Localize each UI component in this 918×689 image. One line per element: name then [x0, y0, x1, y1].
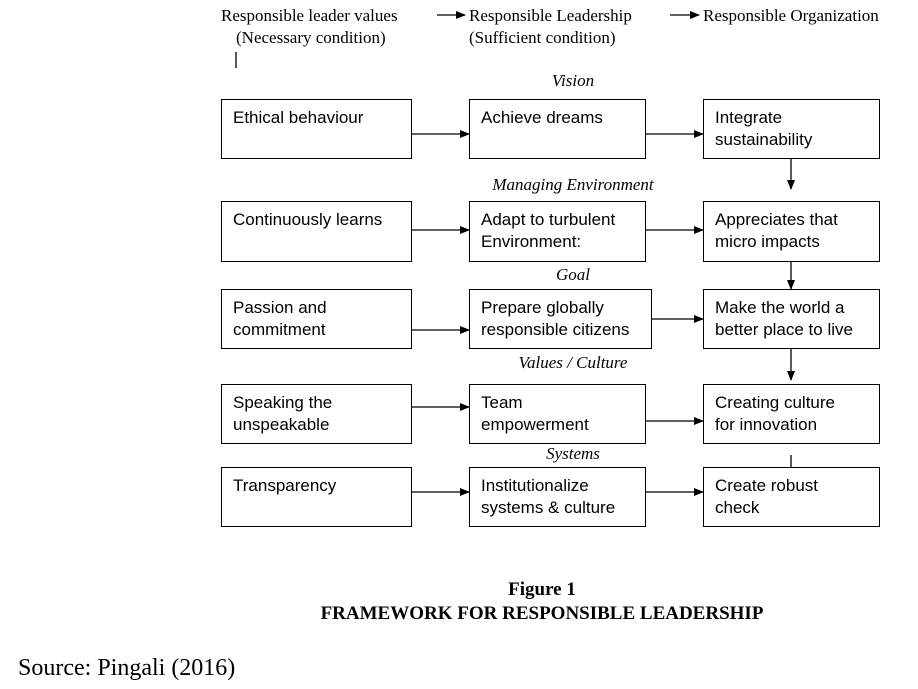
box-values-continuously-learns [221, 201, 412, 262]
section-label-goal: Goal [556, 265, 590, 284]
box-line: Integrate [715, 108, 783, 127]
box-line: Adapt to turbulent [481, 210, 616, 229]
box-line: Ethical behaviour [233, 108, 364, 127]
box-leadership-achieve-dreams [469, 99, 646, 159]
box-line: better place to live [715, 320, 853, 339]
figure-title: FRAMEWORK FOR RESPONSIBLE LEADERSHIP [320, 603, 764, 624]
box-line: Transparency [233, 476, 337, 495]
box-organization-integrate-sustainability [703, 99, 880, 159]
box-leadership-institutionalize-systems [469, 467, 646, 527]
box-leadership-team-empowerment [469, 384, 646, 444]
section-label-values-culture: Values / Culture [518, 353, 628, 372]
box-values-ethical-behaviour [221, 99, 412, 159]
figure-number: Figure 1 [508, 579, 576, 600]
box-line: Passion and [233, 298, 327, 317]
header-leadership-subtitle: (Sufficient condition) [469, 28, 616, 47]
box-line: for innovation [715, 415, 818, 434]
box-line: commitment [233, 320, 326, 339]
box-line: systems & culture [481, 498, 616, 517]
section-label-managing-environment: Managing Environment [492, 175, 654, 194]
box-line: Team [481, 393, 523, 412]
box-line: responsible citizens [481, 320, 630, 339]
source-citation: Source: Pingali (2016) [18, 655, 236, 681]
box-line: micro impacts [715, 232, 820, 251]
box-line: check [715, 498, 760, 517]
box-line: Achieve dreams [481, 108, 603, 127]
header-values-subtitle: (Necessary condition) [236, 28, 386, 47]
box-line: Creating culture [715, 393, 836, 412]
box-values-transparency [221, 467, 412, 527]
box-line: Environment: [481, 232, 582, 251]
box-line: unspeakable [233, 415, 330, 434]
section-label-systems: Systems [546, 444, 600, 463]
box-organization-culture-innovation [703, 384, 880, 444]
box-values-speaking-unspeakable [221, 384, 412, 444]
box-values-passion-commitment [221, 289, 412, 349]
box-organization-appreciates-micro-impacts [703, 201, 880, 262]
box-line: Create robust [715, 476, 818, 495]
box-line: Continuously learns [233, 210, 383, 229]
box-line: Institutionalize [481, 476, 589, 495]
box-line: Appreciates that [715, 210, 838, 229]
box-organization-make-world-better [703, 289, 880, 349]
header-leadership-title: Responsible Leadership [469, 6, 632, 25]
box-line: sustainability [715, 130, 813, 149]
section-label-vision: Vision [551, 71, 595, 90]
box-line: Make the world a [715, 298, 845, 317]
header-values-title: Responsible leader values [221, 6, 398, 25]
box-line: empowerment [481, 415, 589, 434]
header-organization-title: Responsible Organization [703, 6, 879, 25]
box-leadership-adapt-to-turbulent [469, 201, 646, 262]
box-leadership-prepare-global-citizens [469, 289, 652, 349]
box-line: Speaking the [233, 393, 333, 412]
box-line: Prepare globally [481, 298, 604, 317]
box-organization-robust-check [703, 467, 880, 527]
